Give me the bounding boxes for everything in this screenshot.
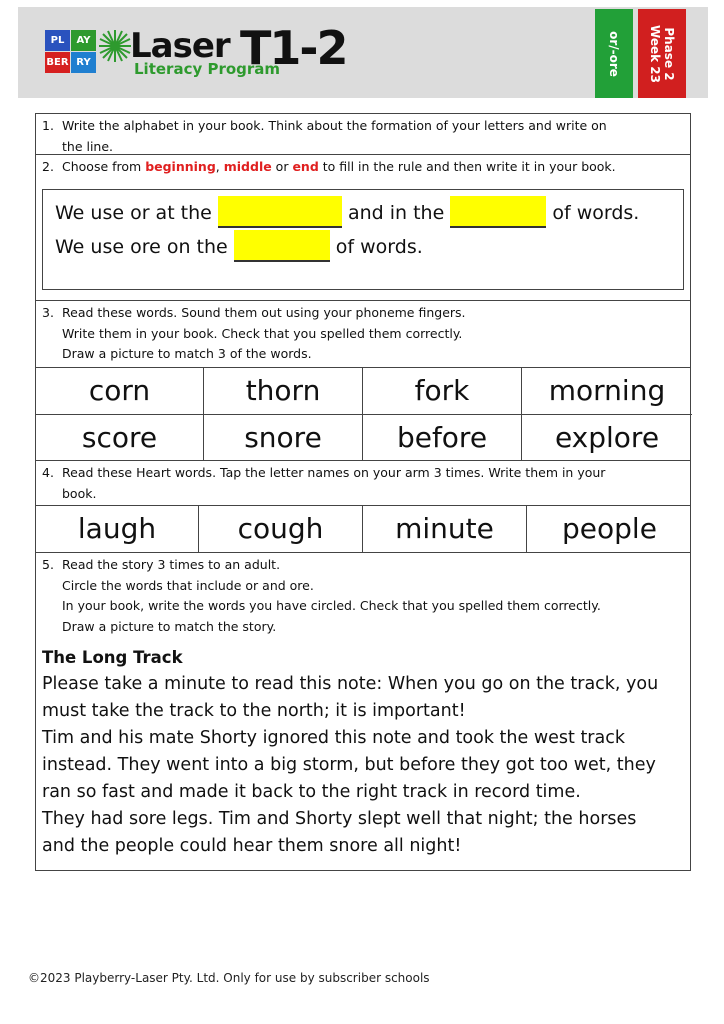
header-banner (18, 7, 708, 98)
level-label: T1-2 (240, 21, 347, 75)
story-line: and the people could hear them snore all night! (42, 836, 462, 856)
copyright-footer: ©2023 Playberry-Laser Pty. Ltd. Only for use by subscriber schools (28, 971, 430, 985)
separator: or (271, 159, 293, 174)
task-2 (36, 154, 690, 290)
heart-word-cell: people (562, 512, 657, 545)
task-text: to fill in the rule and then write it in your book. (318, 159, 616, 174)
task-text: Draw a picture to match 3 of the words. (62, 346, 312, 361)
heart-word-cell: minute (363, 506, 527, 552)
task-text: Circle the words that include or and ore. (62, 577, 314, 593)
rule-text: and in the (341, 202, 451, 224)
laser-burst-icon (98, 29, 132, 63)
fill-in-blank[interactable] (450, 196, 546, 228)
task-number: 1. (42, 118, 54, 133)
story-line: They had sore legs. Tim and Shorty slept well that night; the horses (42, 809, 637, 829)
logo-piece: PL (45, 30, 70, 51)
rule-text: We use or at the (55, 202, 218, 224)
brand-subtitle: Literacy Program (134, 60, 281, 78)
rule-box (42, 189, 684, 290)
task-5 (36, 552, 690, 870)
phase-week-label (648, 25, 676, 83)
playberry-logo (45, 30, 97, 74)
word-cell: score (36, 414, 204, 460)
rule-text: of words. (546, 202, 640, 224)
story-line: Please take a minute to read this note: When you go on the track, you (42, 674, 659, 694)
word-grid (36, 367, 690, 460)
phase-label: Phase 2 (662, 26, 676, 81)
word-cell: corn (36, 368, 204, 414)
task-number: 3. (42, 305, 54, 320)
heart-word-cell: cough (199, 506, 363, 552)
sound-tab (595, 9, 633, 98)
fill-in-blank[interactable] (218, 196, 342, 228)
word-cell: before (363, 414, 522, 460)
fill-in-blank[interactable] (234, 230, 330, 262)
word-cell: thorn (204, 368, 363, 414)
task-text: Draw a picture to match the story. (62, 618, 277, 634)
task-number: 4. (42, 465, 54, 480)
task-text: In your book, write the words you have circled. Check that you spelled them correctly. (62, 598, 601, 613)
task-text: Write the alphabet in your book. Think about the formation of your letters and write on (62, 118, 607, 133)
worksheet (35, 113, 691, 871)
word-cell: morning (548, 374, 666, 407)
option-middle: middle (223, 159, 272, 174)
story-line: Tim and his mate Shorty ignored this note and took the west track (42, 728, 625, 748)
task-3 (36, 300, 690, 367)
word-cell: explore (522, 414, 692, 460)
week-label: Week 23 (648, 24, 662, 83)
heart-word-cell: laugh (36, 506, 199, 552)
logo-piece: AY (71, 30, 96, 51)
task-text: Read the story 3 times to an adult. (62, 557, 281, 572)
rule-line-2 (55, 230, 671, 264)
task-4 (36, 460, 690, 505)
task-text: the line. (62, 138, 114, 154)
rule-line-1 (55, 196, 671, 230)
story-line: must take the track to the north; it is important! (42, 701, 466, 721)
task-number: 5. (42, 557, 54, 572)
task-text: Choose from (62, 159, 146, 174)
task-text: Read these Heart words. Tap the letter names on your arm 3 times. Write them in your (62, 465, 606, 480)
task-number: 2. (42, 159, 54, 174)
rule-text: We use ore on the (55, 236, 234, 258)
heart-word-grid (36, 505, 690, 552)
task-text: Read these words. Sound them out using your phoneme fingers. (62, 305, 466, 320)
separator: , (215, 159, 224, 174)
option-end: end (292, 159, 319, 174)
rule-text: of words. (329, 236, 423, 258)
story (36, 639, 690, 870)
logo-piece: BER (45, 52, 70, 73)
sound-tab-label: or/-ore (607, 30, 621, 77)
story-line: ran so fast and made it back to the right track in record time. (42, 782, 581, 802)
brand-name: Laser (130, 26, 230, 66)
task-1 (36, 114, 690, 154)
word-cell: snore (204, 414, 363, 460)
task-text: book. (62, 485, 97, 501)
logo-piece: RY (71, 52, 96, 73)
option-beginning: beginning (145, 159, 216, 174)
story-title: The Long Track (42, 648, 183, 667)
story-line: instead. They went into a big storm, but before they got too wet, they (42, 755, 656, 775)
task-text: Write them in your book. Check that you spelled them correctly. (62, 325, 463, 341)
word-cell: fork (363, 368, 522, 414)
phase-week-tab (638, 9, 686, 98)
